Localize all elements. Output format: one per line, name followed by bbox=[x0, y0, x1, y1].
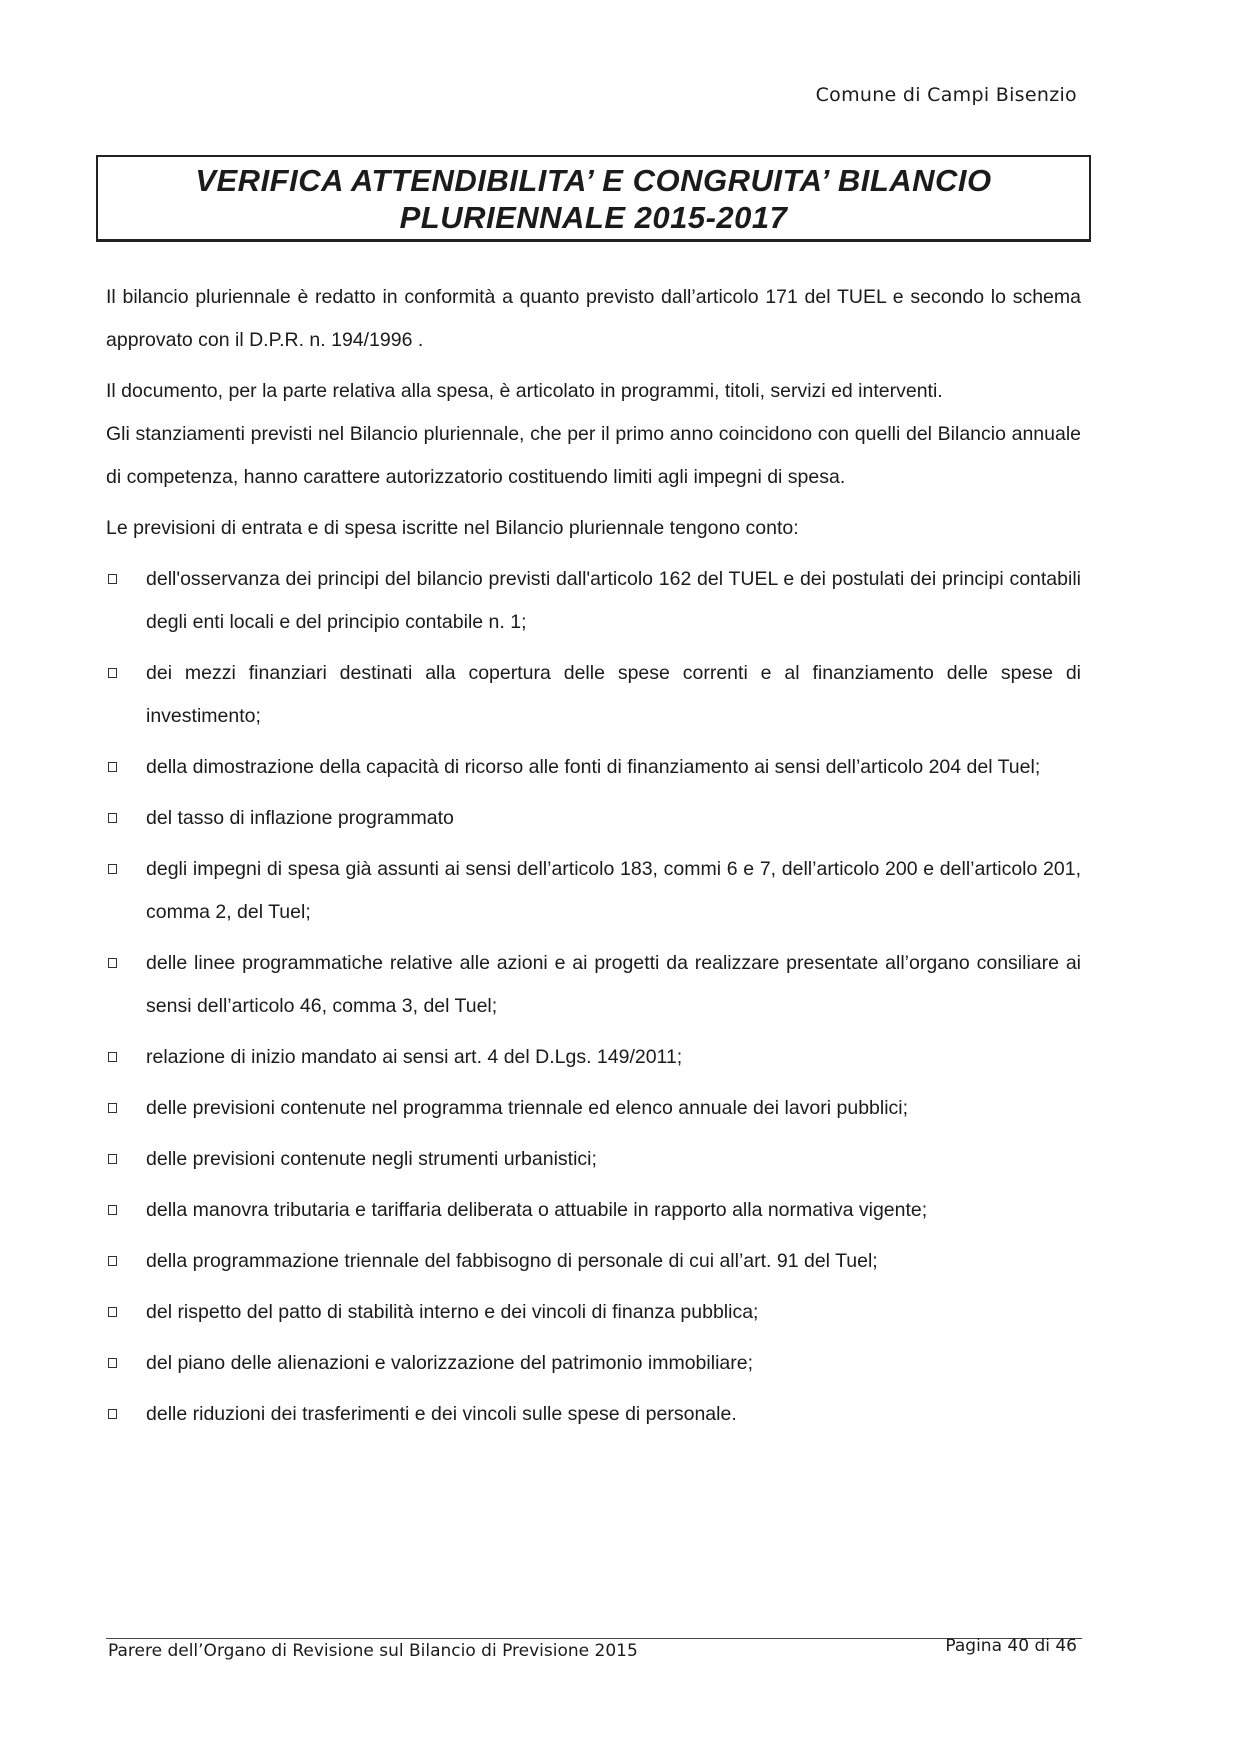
list-item bbox=[106, 1342, 1081, 1385]
page-number: Pagina 40 di 46 bbox=[945, 1636, 1077, 1656]
paragraph: Gli stanziamenti previsti nel Bilancio pluriennale, che per il primo anno coincidono con quelli del Bilancio annuale di competenza, hanno carattere autorizzatorio costituendo limiti agli impegni di spesa. bbox=[106, 423, 1081, 488]
checkbox-square-icon bbox=[108, 1358, 117, 1368]
list-item-text: della programmazione triennale del fabbisogno di personale di cui all’art. 91 del Tuel; bbox=[146, 1250, 878, 1272]
paragraph: Il bilancio pluriennale è redatto in conformità a quanto previsto dall’articolo 171 del TUEL e secondo lo schema approvato con il D.P.R. n. 194/1996 . bbox=[106, 286, 1081, 351]
checkbox-square-icon bbox=[108, 574, 117, 584]
section-title-box bbox=[96, 155, 1091, 242]
list-item bbox=[106, 1189, 1081, 1232]
checkbox-square-icon bbox=[108, 1205, 117, 1215]
list-item bbox=[106, 746, 1081, 789]
list-item-text: delle previsioni contenute nel programma triennale ed elenco annuale dei lavori pubblici; bbox=[146, 1097, 909, 1119]
section-title-line1: VERIFICA ATTENDIBILITA’ E CONGRUITA’ BILANCIO bbox=[195, 163, 992, 198]
list-item-text: della dimostrazione della capacità di ricorso alle fonti di finanziamento ai sensi dell’articolo 204 del Tuel; bbox=[146, 756, 1041, 778]
list-item bbox=[106, 1138, 1081, 1181]
list-item-text: delle linee programmatiche relative alle azioni e ai progetti da realizzare presentate all’organo consiliare ai sensi dell’articolo 46, comma 3, del Tuel; bbox=[146, 952, 1081, 1017]
list-item-text: dell'osservanza dei principi del bilancio previsti dall'articolo 162 del TUEL e dei postulati dei principi contabili degli enti locali e del principio contabile n. 1; bbox=[146, 568, 1081, 633]
list-item-text: dei mezzi finanziari destinati alla copertura delle spese correnti e al finanziamento delle spese di investimento; bbox=[146, 662, 1081, 727]
checkbox-square-icon bbox=[108, 762, 117, 772]
list-item bbox=[106, 1036, 1081, 1079]
paragraph: Il documento, per la parte relativa alla spesa, è articolato in programmi, titoli, servizi ed interventi. bbox=[106, 380, 943, 402]
list-item-text: degli impegni di spesa già assunti ai sensi dell’articolo 183, commi 6 e 7, dell’articolo 200 e dell’articolo 201, comma 2, del Tuel; bbox=[146, 858, 1081, 923]
bullet-list bbox=[106, 558, 1081, 1436]
checkbox-square-icon bbox=[108, 1052, 117, 1062]
checkbox-square-icon bbox=[108, 1307, 117, 1317]
paragraph: Le previsioni di entrata e di spesa iscritte nel Bilancio pluriennale tengono conto: bbox=[106, 517, 799, 539]
list-item bbox=[106, 1393, 1081, 1436]
list-item-text: del tasso di inflazione programmato bbox=[146, 807, 454, 829]
list-item-text: relazione di inizio mandato ai sensi art. 4 del D.Lgs. 149/2011; bbox=[146, 1046, 683, 1068]
checkbox-square-icon bbox=[108, 813, 117, 823]
list-item bbox=[106, 848, 1081, 934]
section-title-line2: PLURIENNALE 2015-2017 bbox=[399, 200, 788, 235]
list-item bbox=[106, 942, 1081, 1028]
checkbox-square-icon bbox=[108, 668, 117, 678]
checkbox-square-icon bbox=[108, 1154, 117, 1164]
checkbox-square-icon bbox=[108, 864, 117, 874]
footer-document-title: Parere dell’Organo di Revisione sul Bilancio di Previsione 2015 bbox=[108, 1641, 638, 1661]
list-item bbox=[106, 1087, 1081, 1130]
list-item-text: del rispetto del patto di stabilità interno e dei vincoli di finanza pubblica; bbox=[146, 1301, 759, 1323]
checkbox-square-icon bbox=[108, 1409, 117, 1419]
list-item-text: del piano delle alienazioni e valorizzazione del patrimonio immobiliare; bbox=[146, 1352, 754, 1374]
list-item-text: delle previsioni contenute negli strumenti urbanistici; bbox=[146, 1148, 597, 1170]
list-item bbox=[106, 1291, 1081, 1334]
list-item bbox=[106, 652, 1081, 738]
checkbox-square-icon bbox=[108, 958, 117, 968]
list-item bbox=[106, 1240, 1081, 1283]
list-item bbox=[106, 797, 1081, 840]
document-body bbox=[106, 276, 1081, 1444]
list-item bbox=[106, 558, 1081, 644]
checkbox-square-icon bbox=[108, 1256, 117, 1266]
header-organization: Comune di Campi Bisenzio bbox=[815, 84, 1077, 106]
footer-divider bbox=[106, 1638, 1082, 1639]
checkbox-square-icon bbox=[108, 1103, 117, 1113]
list-item-text: della manovra tributaria e tariffaria deliberata o attuabile in rapporto alla normativa vigente; bbox=[146, 1199, 928, 1221]
list-item-text: delle riduzioni dei trasferimenti e dei vincoli sulle spese di personale. bbox=[146, 1403, 737, 1425]
